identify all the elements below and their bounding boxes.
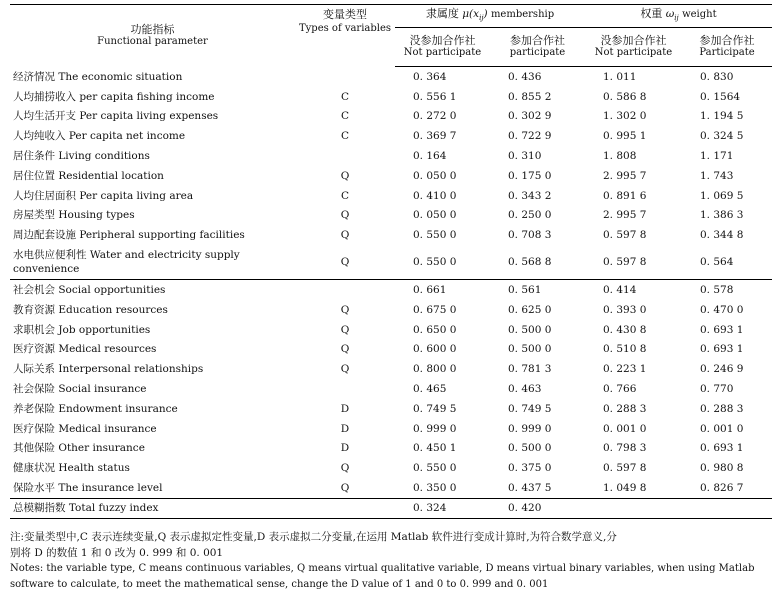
table-row xyxy=(10,146,772,166)
row-membership-no: 0. 050 0 xyxy=(413,169,457,182)
row-parameter: 保险水平 The insurance level xyxy=(13,482,163,495)
row-type xyxy=(295,379,395,399)
row-type: C xyxy=(340,110,350,123)
row-parameter: 人均捕捞收入 per capita fishing income xyxy=(13,90,215,103)
row-weight-yes: 0. 770 xyxy=(700,383,734,396)
table-row xyxy=(10,107,772,127)
row-weight-yes: 1. 194 5 xyxy=(700,110,744,123)
row-type: C xyxy=(340,130,350,143)
row-weight-yes: 0. 693 1 xyxy=(700,323,744,336)
row-weight-yes: 0. 001 0 xyxy=(700,422,744,435)
note-en-line2: software to calculate, to meet the mathematical sense, change the D value of 1 and 0 to 0. 999 and 0. 001 xyxy=(10,579,549,590)
row-type: Q xyxy=(340,323,350,336)
row-weight-no: 0. 597 8 xyxy=(603,229,647,242)
row-membership-no: 0. 556 1 xyxy=(413,90,457,103)
row-weight-no: 0. 288 3 xyxy=(603,402,647,415)
table-row xyxy=(10,300,772,320)
header-weight-en: weight xyxy=(682,8,717,20)
row-weight-no: 0. 414 xyxy=(585,280,682,300)
header-m-yes-en: participate xyxy=(509,47,566,58)
membership-close: ) xyxy=(483,7,488,20)
row-weight-no: 1. 808 xyxy=(603,150,637,163)
header-type-cn: 变量类型 xyxy=(323,8,367,21)
row-weight-yes: 1. 069 5 xyxy=(700,189,744,202)
table-row xyxy=(10,87,772,107)
row-type: Q xyxy=(340,229,350,242)
row-type: Q xyxy=(340,256,350,269)
row-weight-yes: 0. 324 5 xyxy=(700,130,744,143)
row-parameter: 人均住居面积 Per capita living area xyxy=(13,189,194,202)
row-parameter: 求职机会 Job opportunities xyxy=(13,323,151,336)
row-membership-no: 0. 465 xyxy=(413,383,447,396)
row-weight-no: 0. 223 1 xyxy=(603,363,647,376)
table-row xyxy=(10,419,772,439)
row-membership-yes: 0. 375 0 xyxy=(508,462,552,475)
row-membership-yes: 0. 250 0 xyxy=(508,209,552,222)
header-parameter xyxy=(10,5,295,67)
membership-subscript: ij xyxy=(479,14,484,23)
header-w-no-en: Not participate xyxy=(594,47,673,58)
header-w-no-cn: 没参加合作社 xyxy=(600,34,667,47)
row-weight-no: 1. 049 8 xyxy=(603,482,647,495)
table-row xyxy=(10,206,772,226)
row-membership-no: 0. 550 0 xyxy=(413,462,457,475)
total-weight-no xyxy=(585,498,682,518)
row-parameter: 房屋类型 Housing types xyxy=(13,209,135,222)
row-membership-yes: 0. 310 xyxy=(508,150,542,163)
header-weight xyxy=(585,5,772,28)
table-row xyxy=(10,340,772,360)
row-parameter: 教育资源 Education resources xyxy=(13,303,168,316)
row-membership-yes: 0. 855 2 xyxy=(508,90,552,103)
row-parameter: 医疗资源 Medical resources xyxy=(13,343,157,356)
row-type: D xyxy=(340,442,350,455)
row-type: Q xyxy=(340,482,350,495)
row-membership-yes: 0. 561 xyxy=(490,280,585,300)
note-cn-line2: 别将 D 的数值 1 和 0 改为 0. 999 和 0. 001 xyxy=(10,547,224,559)
table-row xyxy=(10,359,772,379)
header-membership-yes xyxy=(490,28,585,67)
row-weight-no: 0. 766 xyxy=(603,383,637,396)
weight-subscript: ij xyxy=(674,14,679,23)
header-m-yes-cn: 参加合作社 xyxy=(510,34,565,47)
row-weight-no: 0. 510 8 xyxy=(603,343,647,356)
row-parameter: 社会保险 Social insurance xyxy=(13,383,147,396)
row-weight-no: 1. 011 xyxy=(603,70,637,83)
row-weight-no: 1. 302 0 xyxy=(603,110,647,123)
table-row xyxy=(10,225,772,245)
row-parameter: 人际关系 Interpersonal relationships xyxy=(13,363,204,376)
row-membership-no: 0. 272 0 xyxy=(413,110,457,123)
row-weight-yes: 0. 344 8 xyxy=(700,229,744,242)
weight-symbol: ω xyxy=(665,7,675,20)
table-row-total xyxy=(10,498,772,518)
row-weight-no: 0. 891 6 xyxy=(603,189,647,202)
row-parameter: 养老保险 Endowment insurance xyxy=(13,402,178,415)
row-membership-no: 0. 450 1 xyxy=(413,442,457,455)
row-type: Q xyxy=(340,363,350,376)
row-membership-no: 0. 369 7 xyxy=(413,130,457,143)
row-parameter: 经济情况 The economic situation xyxy=(13,70,183,83)
row-membership-no: 0. 600 0 xyxy=(413,343,457,356)
row-weight-no: 0. 586 8 xyxy=(603,90,647,103)
row-type: Q xyxy=(340,462,350,475)
row-weight-yes: 0. 564 xyxy=(700,256,734,269)
row-membership-yes: 0. 437 5 xyxy=(508,482,552,495)
row-weight-no: 0. 430 8 xyxy=(603,323,647,336)
header-type-en: Types of variables xyxy=(298,23,392,34)
row-weight-yes: 0. 980 8 xyxy=(700,462,744,475)
row-membership-yes: 0. 781 3 xyxy=(508,363,552,376)
total-parameter: 总模糊指数 Total fuzzy index xyxy=(10,498,295,518)
row-parameter: 居住条件 Living conditions xyxy=(13,150,150,163)
table-notes xyxy=(10,529,772,593)
membership-symbol: μ(x xyxy=(462,7,480,20)
row-parameter: 健康状况 Health status xyxy=(13,462,130,475)
row-weight-yes: 1. 386 3 xyxy=(700,209,744,222)
total-weight-yes xyxy=(682,498,772,518)
row-membership-yes: 0. 500 0 xyxy=(508,442,552,455)
header-w-yes-cn: 参加合作社 xyxy=(699,34,755,47)
row-membership-yes: 0. 708 3 xyxy=(508,229,552,242)
row-weight-yes: 0. 826 7 xyxy=(700,482,744,495)
row-membership-yes: 0. 436 xyxy=(508,70,542,83)
row-membership-yes: 0. 749 5 xyxy=(508,402,552,415)
row-membership-yes: 0. 568 8 xyxy=(508,256,552,269)
row-membership-yes: 0. 463 xyxy=(508,383,542,396)
row-membership-no: 0. 650 0 xyxy=(413,323,457,336)
row-type xyxy=(295,67,395,87)
row-type: Q xyxy=(340,303,350,316)
header-membership-no xyxy=(395,28,490,67)
row-weight-yes: 0. 693 1 xyxy=(700,442,744,455)
data-table xyxy=(10,4,772,519)
row-parameter: 社会机会 Social opportunities xyxy=(10,280,295,300)
row-parameter: 水电供应便利性 Water and electricity supply convenience xyxy=(13,249,240,276)
row-membership-no: 0. 800 0 xyxy=(413,363,457,376)
table-row xyxy=(10,399,772,419)
row-parameter: 人均纯收入 Per capita net income xyxy=(13,130,186,143)
row-type: Q xyxy=(340,343,350,356)
header-m-no-cn: 没参加合作社 xyxy=(409,34,476,47)
row-weight-yes: 1. 743 xyxy=(700,169,734,182)
row-type xyxy=(295,146,395,166)
row-type xyxy=(295,280,395,300)
row-weight-yes: 0. 246 9 xyxy=(700,363,744,376)
row-membership-no: 0. 350 0 xyxy=(413,482,457,495)
row-membership-no: 0. 550 0 xyxy=(413,229,457,242)
row-weight-yes: 0. 1564 xyxy=(700,90,741,103)
table-row xyxy=(10,166,772,186)
total-membership-no: 0. 324 xyxy=(395,498,490,518)
header-type xyxy=(295,5,395,67)
row-membership-yes: 0. 625 0 xyxy=(508,303,552,316)
row-membership-yes: 0. 302 9 xyxy=(508,110,552,123)
row-weight-yes: 1. 171 xyxy=(700,150,734,163)
row-parameter: 人均生活开支 Per capita living expenses xyxy=(13,110,219,123)
row-membership-yes: 0. 343 2 xyxy=(508,189,552,202)
row-type: C xyxy=(340,90,350,103)
header-membership-en: membership xyxy=(490,8,555,20)
total-type xyxy=(295,498,395,518)
row-parameter: 周边配套设施 Peripheral supporting facilities xyxy=(13,229,245,242)
table-row xyxy=(10,320,772,340)
table-row xyxy=(10,245,772,280)
row-membership-no: 0. 050 0 xyxy=(413,209,457,222)
header-m-no-en: Not participate xyxy=(403,47,482,58)
row-weight-yes: 0. 578 xyxy=(682,280,772,300)
header-weight-cn: 权重 xyxy=(640,6,663,20)
row-membership-yes: 0. 175 0 xyxy=(508,169,552,182)
row-membership-no: 0. 661 xyxy=(395,280,490,300)
table-row xyxy=(10,126,772,146)
row-membership-yes: 0. 999 0 xyxy=(508,422,552,435)
total-membership-yes: 0. 420 xyxy=(490,498,585,518)
row-weight-no: 2. 995 7 xyxy=(603,169,647,182)
header-weight-yes xyxy=(682,28,772,67)
header-membership xyxy=(395,5,585,28)
row-membership-no: 0. 749 5 xyxy=(413,402,457,415)
row-type: C xyxy=(340,189,350,202)
row-membership-no: 0. 164 xyxy=(413,150,447,163)
row-weight-yes: 0. 693 1 xyxy=(700,343,744,356)
row-membership-no: 0. 675 0 xyxy=(413,303,457,316)
row-parameter: 其他保险 Other insurance xyxy=(13,442,145,455)
row-membership-no: 0. 410 0 xyxy=(413,189,457,202)
row-membership-yes: 0. 500 0 xyxy=(508,323,552,336)
row-membership-yes: 0. 722 9 xyxy=(508,130,552,143)
row-type: D xyxy=(340,402,350,415)
header-parameter-en: Functional parameter xyxy=(97,35,208,47)
row-parameter: 医疗保险 Medical insurance xyxy=(13,422,157,435)
row-weight-no: 0. 597 8 xyxy=(603,462,647,475)
row-weight-no: 2. 995 7 xyxy=(603,209,647,222)
note-en-line1: Notes: the variable type, C means continuous variables, Q means virtual qualitative variable, D means virtual binary variables, when using Matlab xyxy=(10,563,755,574)
row-type: Q xyxy=(340,169,350,182)
table-row xyxy=(10,186,772,206)
header-weight-no xyxy=(585,28,682,67)
table-row xyxy=(10,379,772,399)
row-weight-no: 0. 597 8 xyxy=(603,256,647,269)
note-cn-line1: 注:变量类型中,C 表示连续变量,Q 表示虚拟定性变量,D 表示虚拟二分变量,在运用 Matlab 软件进行变成计算时,为符合数学意义,分 xyxy=(10,531,617,543)
row-parameter: 居住位置 Residential location xyxy=(13,169,164,182)
header-parameter-cn: 功能指标 xyxy=(130,22,175,36)
table-row xyxy=(10,458,772,478)
row-weight-no: 0. 393 0 xyxy=(603,303,647,316)
row-type: Q xyxy=(340,209,350,222)
row-membership-yes: 0. 500 0 xyxy=(508,343,552,356)
row-weight-yes: 0. 470 0 xyxy=(700,303,744,316)
row-weight-yes: 0. 830 xyxy=(700,70,734,83)
row-weight-no: 0. 995 1 xyxy=(603,130,647,143)
row-weight-yes: 0. 288 3 xyxy=(700,402,744,415)
header-w-yes-en: Participate xyxy=(699,47,755,58)
row-type: D xyxy=(340,422,350,435)
table-row xyxy=(10,439,772,459)
header-membership-cn: 隶属度 xyxy=(425,6,459,20)
row-membership-no: 0. 550 0 xyxy=(413,256,457,269)
table-row xyxy=(10,67,772,87)
table-row xyxy=(10,280,772,300)
row-membership-no: 0. 364 xyxy=(413,70,447,83)
row-weight-no: 0. 001 0 xyxy=(603,422,647,435)
row-weight-no: 0. 798 3 xyxy=(603,442,647,455)
table-row xyxy=(10,478,772,498)
row-membership-no: 0. 999 0 xyxy=(413,422,457,435)
